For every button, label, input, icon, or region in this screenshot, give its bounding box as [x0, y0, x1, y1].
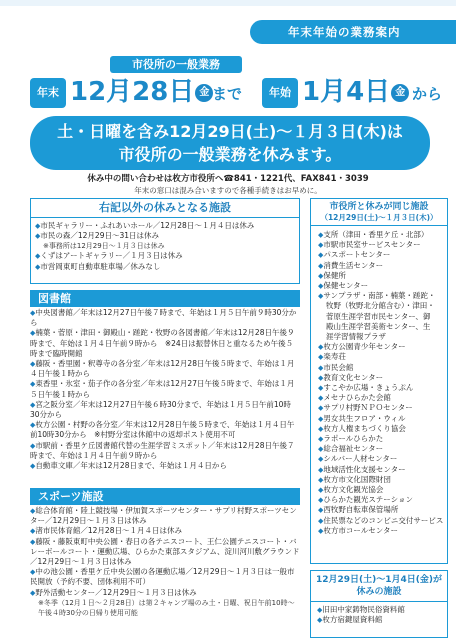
- list-item: ◆シルバー人材センター: [318, 454, 398, 464]
- start-suffix: まで: [212, 85, 243, 103]
- bullet-icon: ◆: [318, 486, 324, 495]
- start-weekday: 金: [195, 84, 213, 102]
- list-item: ◆保健センター: [318, 281, 369, 291]
- start-date-text: 12月28日: [70, 77, 195, 107]
- bullet-icon: ◆: [30, 537, 36, 546]
- bullet-icon: ◆: [318, 455, 324, 464]
- sports-list: [30, 506, 300, 618]
- list-item: ◆枚方文化観光協会: [318, 485, 384, 495]
- bullet-icon: ◆: [318, 445, 324, 454]
- list-item: ◆西牧野自転車保管場所: [318, 505, 399, 515]
- list-item: ◆市駅前・香里ケ丘図書館代替の生涯学習ミスポット／年末は12月28日午後７時まで、年始は１月４日午前９時から: [30, 440, 295, 460]
- list-item: ◆枚方公園・村野の各分室／年末は12月28日午後５時まで、年始は１月４日午前10時30分から ※村野分室は休館中の返却ポスト使用不可: [30, 420, 295, 440]
- list-item: ◆枚方市コールセンター: [318, 525, 398, 535]
- same-closure-title: 市役所と休みが同じ施設: [329, 202, 429, 212]
- other-closures-box: [30, 198, 300, 284]
- top-band: [0, 0, 456, 6]
- list-item: ◆自動車文庫／年末は12月28日まで、年始は１月４日から: [30, 461, 227, 471]
- holiday-box-title-1: 12月29日(土)〜1月4日(金)が: [315, 575, 443, 585]
- list-item: ◆楠葉・菅原・津田・御殿山・蹉跎・牧野の各図書館／年末は12月28日午後９時まで、年始は１月４日午前９時から ※24日は振替休日と重なるため午後５時まで臨時開館: [30, 328, 295, 358]
- list-item: ◆宮之阪分室／年末は12月27日午後６時30分まで、年始は１月５日午前10時30分から: [30, 399, 291, 420]
- library-list: [30, 308, 300, 471]
- list-note: ※事務所は12月29日〜１月３日は休み: [43, 242, 165, 251]
- list-item: ◆市駅市民室サービスセンター: [318, 240, 421, 250]
- bullet-icon: ◆: [318, 292, 324, 301]
- end-date-text: 1月4日: [302, 77, 391, 107]
- end-date: [302, 74, 410, 110]
- list-item: ◆市民会館: [318, 362, 354, 372]
- list-item: ◆消費生活センター: [318, 260, 384, 270]
- contact-line-2: 年末の窓口は混み合いますので各種手続きはお早めに。: [134, 186, 322, 195]
- bullet-icon: ◆: [30, 462, 36, 471]
- bullet-icon: ◆: [30, 527, 36, 536]
- list-item: ◆東香里・氷室・茄子作の各分室／年末は12月27日午後５時まで、年始は１月５日午後１時から: [30, 379, 295, 399]
- list-item: ◆ひらかた観光ステーション: [318, 495, 413, 505]
- general-business-chip: 市役所の一般業務: [110, 56, 242, 73]
- list-item: ◆男女共生フロア・ウィル: [318, 413, 406, 423]
- same-closure-list: [318, 230, 446, 536]
- bullet-icon: ◆: [30, 309, 36, 317]
- library-header: 図書館: [30, 290, 300, 307]
- list-item: ◆枚方市文化国際財団: [318, 474, 391, 484]
- list-item: ◆ラポールひらかた: [318, 434, 384, 444]
- bullet-icon: ◆: [318, 373, 324, 382]
- list-item: ◆枚方宿鍵屋資料館: [317, 615, 383, 625]
- list-note: ※冬季（12月１日〜２月28日）は第２キャンプ場のみ土・日曜、祝日午前10時〜午後４時30分の日帰り使用可能: [38, 598, 295, 617]
- contact-line-1: 休み中の問い合わせは枚方市役所へ☎841・1221代、FAX841・3039: [87, 174, 369, 184]
- list-item: 涯学習情報プラザ: [326, 332, 386, 342]
- list-item: ◆サプリ村野ＮＰＯセンター: [318, 403, 413, 413]
- list-item: ◆教育文化センター: [318, 372, 384, 382]
- list-item: ◆すこやか広場・きょうぷん: [318, 383, 414, 393]
- holiday-box-heading: [311, 571, 447, 602]
- bullet-icon: ◆: [318, 526, 324, 535]
- bullet-icon: ◆: [318, 231, 324, 239]
- bullet-icon: ◆: [317, 616, 323, 625]
- bullet-icon: ◆: [35, 232, 41, 241]
- bullet-icon: ◆: [318, 506, 324, 515]
- header-banner: 年末年始の業務案内: [250, 20, 456, 44]
- bullet-icon: ◆: [30, 568, 36, 577]
- list-item: ◆市民ギャラリー・ふれあいホール／12月28日〜１月４日は休み: [35, 221, 255, 230]
- bullet-icon: ◆: [318, 394, 324, 403]
- list-item: ◆中の池公園・香里ケ丘中央公園の各運動広場／12月29日〜１月３日は一般市民開放（予約不要、団体利用不可）: [30, 567, 295, 587]
- bullet-icon: ◆: [30, 588, 36, 597]
- bullet-icon: ◆: [30, 507, 36, 515]
- list-item: ◆総合体育館・陸上競技場・伊加賀スポーツセンター・サプリ村野スポーツセンター／12月29日〜１月３日は休み: [30, 506, 297, 526]
- end-weekday: 金: [391, 84, 409, 102]
- other-closures-title: 右記以外の休みとなる施設: [31, 199, 299, 218]
- list-item: ◆パスポートセンター: [318, 250, 391, 260]
- list-item: ◆旧田中家鋳物民俗資料館: [317, 605, 405, 614]
- contact-info: [0, 174, 456, 196]
- list-item: ◆枚方人権まちづくり協会: [318, 423, 406, 433]
- bullet-icon: ◆: [30, 329, 36, 338]
- holiday-box: [310, 570, 448, 638]
- bullet-icon: ◆: [35, 252, 41, 261]
- list-item: ◆支所（津田・香里ケ丘・北部）: [318, 230, 429, 239]
- notice-line-2: 市役所の一般業務を休みます。: [118, 145, 342, 164]
- list-item: ◆メセナひらかた会館: [318, 393, 391, 403]
- bullet-icon: ◆: [318, 384, 324, 393]
- bullet-icon: ◆: [35, 262, 41, 271]
- list-item: ◆藤阪・藤阪東町中央公園・春日の各テニスコート、王仁公園テニスコート・バレーボールコート・運動広場、ひらかた東部スタジアム、淀川河川敷グラウンド／12月29日〜１月３日は休み: [30, 536, 300, 567]
- bullet-icon: ◆: [318, 271, 324, 280]
- list-item: ◆野外活動センター／12月29日〜１月３日は休み: [30, 587, 197, 597]
- list-item: ◆市営岡東町自動車駐車場／休みなし: [35, 261, 161, 271]
- bullet-icon: ◆: [30, 380, 36, 389]
- start-date: [70, 74, 214, 110]
- bullet-icon: ◆: [35, 222, 41, 230]
- bullet-icon: ◆: [318, 414, 324, 423]
- list-item: ◆地域活性化支援センター: [318, 464, 406, 474]
- bullet-icon: ◆: [318, 404, 324, 413]
- bullet-icon: ◆: [318, 363, 324, 372]
- bullet-icon: ◆: [318, 261, 324, 270]
- list-item: ◆くずはアートギャラリー／１月３日は休み: [35, 251, 183, 261]
- list-item: ◆住民票などのコンビニ交付サービス: [318, 515, 444, 525]
- list-item: ◆サンプラザ・南部・楠葉・蹉跎・: [318, 291, 436, 301]
- list-item: ◆中央図書館／年末は12月27日午後７時まで、年始は１月５日午前９時30分から: [30, 308, 297, 328]
- bullet-icon: ◆: [318, 435, 324, 444]
- bullet-icon: ◆: [318, 424, 324, 433]
- bullet-icon: ◆: [30, 360, 36, 369]
- bullet-icon: ◆: [317, 606, 323, 614]
- bullet-icon: ◆: [30, 441, 36, 450]
- list-item: ◆総合福祉センター: [318, 444, 384, 454]
- holiday-box-title-2: 休みの施設: [356, 587, 402, 597]
- bullet-icon: ◆: [318, 353, 324, 362]
- bullet-icon: ◆: [318, 241, 324, 250]
- bullet-icon: ◆: [318, 516, 324, 525]
- same-closure-subtitle: （12月29日(土)〜１月３日(木)）: [320, 213, 438, 222]
- bullet-icon: ◆: [318, 343, 324, 352]
- list-item: ◆保健所: [318, 270, 346, 280]
- bullet-icon: ◆: [30, 400, 36, 409]
- list-item: 菅原生涯学習市民センター、御: [326, 311, 431, 321]
- bullet-icon: ◆: [318, 251, 324, 260]
- list-item: ◆枚方公園青少年センター: [318, 342, 406, 352]
- bullet-icon: ◆: [30, 421, 36, 430]
- list-item: 牧野（牧野北分館含む）・津田・: [326, 301, 435, 311]
- sports-header: スポーツ施設: [30, 488, 300, 505]
- closure-period: [0, 72, 456, 114]
- notice-line-1: 土・日曜を含み12月29日(土)〜１月３日(木)は: [57, 122, 403, 141]
- list-item: ◆楽寿荘: [318, 352, 346, 362]
- list-item: ◆藤阪・香里園・釈尊寺の各分室／年末は12月28日午後５時まで、年始は１月４日午後１時から: [30, 359, 295, 379]
- year-end-tag: 年末: [30, 78, 66, 108]
- new-year-tag: 年始: [262, 78, 298, 108]
- list-item: ◆渚市民体育館／12月28日〜１月４日は休み: [30, 526, 182, 536]
- bullet-icon: ◆: [318, 282, 324, 291]
- bullet-icon: ◆: [318, 496, 324, 505]
- bullet-icon: ◆: [318, 465, 324, 474]
- list-item: ◆市民の森／12月29日〜31日は休み: [35, 231, 160, 241]
- closure-notice: [30, 116, 430, 170]
- bullet-icon: ◆: [318, 475, 324, 484]
- end-suffix: から: [412, 85, 443, 103]
- list-item: 殿山生涯学習美術センター、生: [326, 321, 431, 331]
- same-closure-heading: [311, 199, 447, 226]
